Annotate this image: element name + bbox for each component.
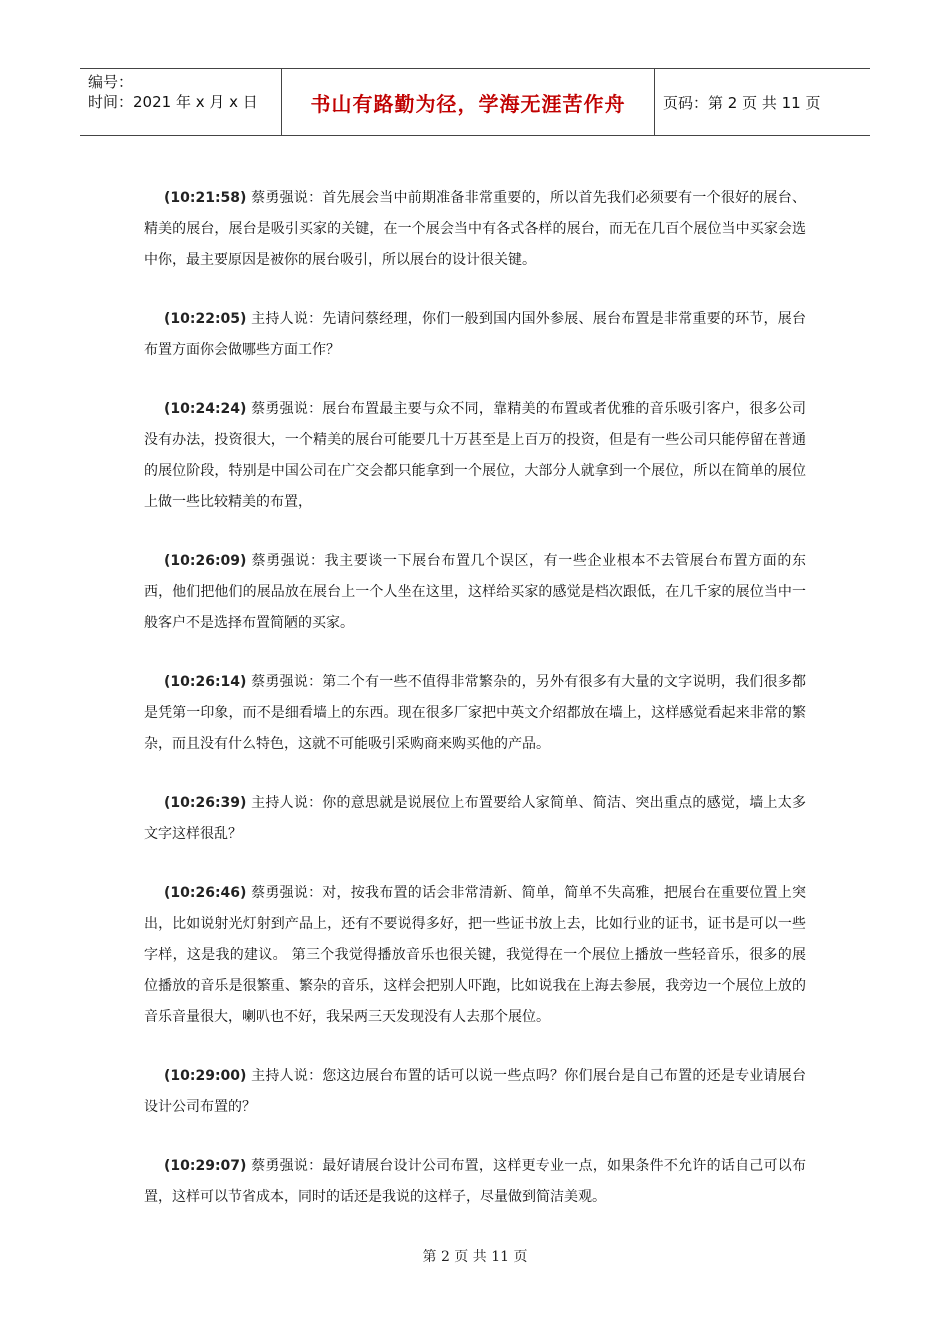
page-header	[80, 68, 870, 136]
transcript-paragraph	[144, 304, 806, 366]
timestamp: (10:21:58)	[164, 190, 247, 206]
document-time-label: 时间：2021 年 x 月 x 日	[88, 93, 258, 111]
paragraph-text: 主持人说：你的意思就是说展位上布置要给人家简单、简洁、突出重点的感觉，墙上太多文字这样很乱？	[144, 795, 806, 842]
paragraph-text: 主持人说：您这边展台布置的话可以说一些点吗？你们展台是自己布置的还是专业请展台设计公司布置的？	[144, 1068, 806, 1115]
paragraph-text: 蔡勇强说：对，按我布置的话会非常清新、简单，简单不失高雅，把展台在重要位置上突出，比如说射光灯射到产品上，还有不要说得多好，把一些证书放上去，比如行业的证书，证书是可以一些字样，这是我的建议。 第三个我觉得播放音乐也很关键，我觉得在一个展位上播放一些轻音乐，很多的展位播放的音乐是很繁重、繁杂的音乐，这样会把别人吓跑，比如说我在上海去参展，我旁边一个展位上放的音乐音量很大，喇叭也不好，我呆两三天发现没有人去那个展位。	[144, 885, 806, 1025]
paragraph-text: 蔡勇强说：首先展会当中前期准备非常重要的，所以首先我们必须要有一个很好的展台、精美的展台，展台是吸引买家的关键，在一个展会当中有各式各样的展台，而无在几百个展位当中买家会选中你，最主要原因是被你的展台吸引，所以展台的设计很关键。	[144, 190, 806, 268]
timestamp: (10:26:14)	[164, 674, 247, 690]
paragraph-text: 蔡勇强说：最好请展台设计公司布置，这样更专业一点，如果条件不允许的话自己可以布置，这样可以节省成本，同时的话还是我说的这样子，尽量做到简洁美观。	[144, 1158, 806, 1205]
transcript-paragraph	[144, 394, 806, 518]
transcript-paragraph	[144, 667, 806, 760]
timestamp: (10:26:46)	[164, 885, 247, 901]
transcript-paragraph	[144, 546, 806, 639]
header-motto: 书山有路勤为径，学海无涯苦作舟	[282, 69, 655, 135]
timestamp: (10:29:00)	[164, 1068, 247, 1084]
paragraph-text: 蔡勇强说：我主要谈一下展台布置几个误区，有一些企业根本不去管展台布置方面的东西，他们把他们的展品放在展台上一个人坐在这里，这样给买家的感觉是档次跟低，在几千家的展位当中一般客户不是选择布置简陋的买家。	[144, 553, 806, 631]
timestamp: (10:22:05)	[164, 311, 247, 327]
transcript-paragraph	[144, 878, 806, 1033]
header-meta-cell	[80, 69, 282, 135]
document-number-label: 编号：	[88, 73, 134, 91]
transcript-paragraph	[144, 1061, 806, 1123]
header-page-info: 页码：第 2 页 共 11 页	[663, 93, 821, 112]
paragraph-text: 主持人说：先请问蔡经理，你们一般到国内国外参展、展台布置是非常重要的环节，展台布置方面你会做哪些方面工作？	[144, 311, 806, 358]
timestamp: (10:29:07)	[164, 1158, 247, 1174]
paragraph-text: 蔡勇强说：展台布置最主要与众不同，靠精美的布置或者优雅的音乐吸引客户，很多公司没有办法，投资很大，一个精美的展台可能要几十万甚至是上百万的投资，但是有一些公司只能停留在普通的展位阶段，特别是中国公司在广交会都只能拿到一个展位，大部分人就拿到一个展位，所以在简单的展位上做一些比较精美的布置，	[144, 401, 806, 510]
transcript-body	[144, 183, 806, 1241]
timestamp: (10:26:09)	[164, 553, 247, 569]
transcript-paragraph	[144, 183, 806, 276]
timestamp: (10:26:39)	[164, 795, 247, 811]
page-footer: 第 2 页 共 11 页	[422, 1249, 528, 1265]
transcript-paragraph	[144, 788, 806, 850]
transcript-paragraph	[144, 1151, 806, 1213]
timestamp: (10:24:24)	[164, 401, 247, 417]
paragraph-text: 蔡勇强说：第二个有一些不值得非常繁杂的，另外有很多有大量的文字说明，我们很多都是凭第一印象，而不是细看墙上的东西。现在很多厂家把中英文介绍都放在墙上，这样感觉看起来非常的繁杂，而且没有什么特色，这就不可能吸引采购商来购买他的产品。	[144, 674, 806, 752]
